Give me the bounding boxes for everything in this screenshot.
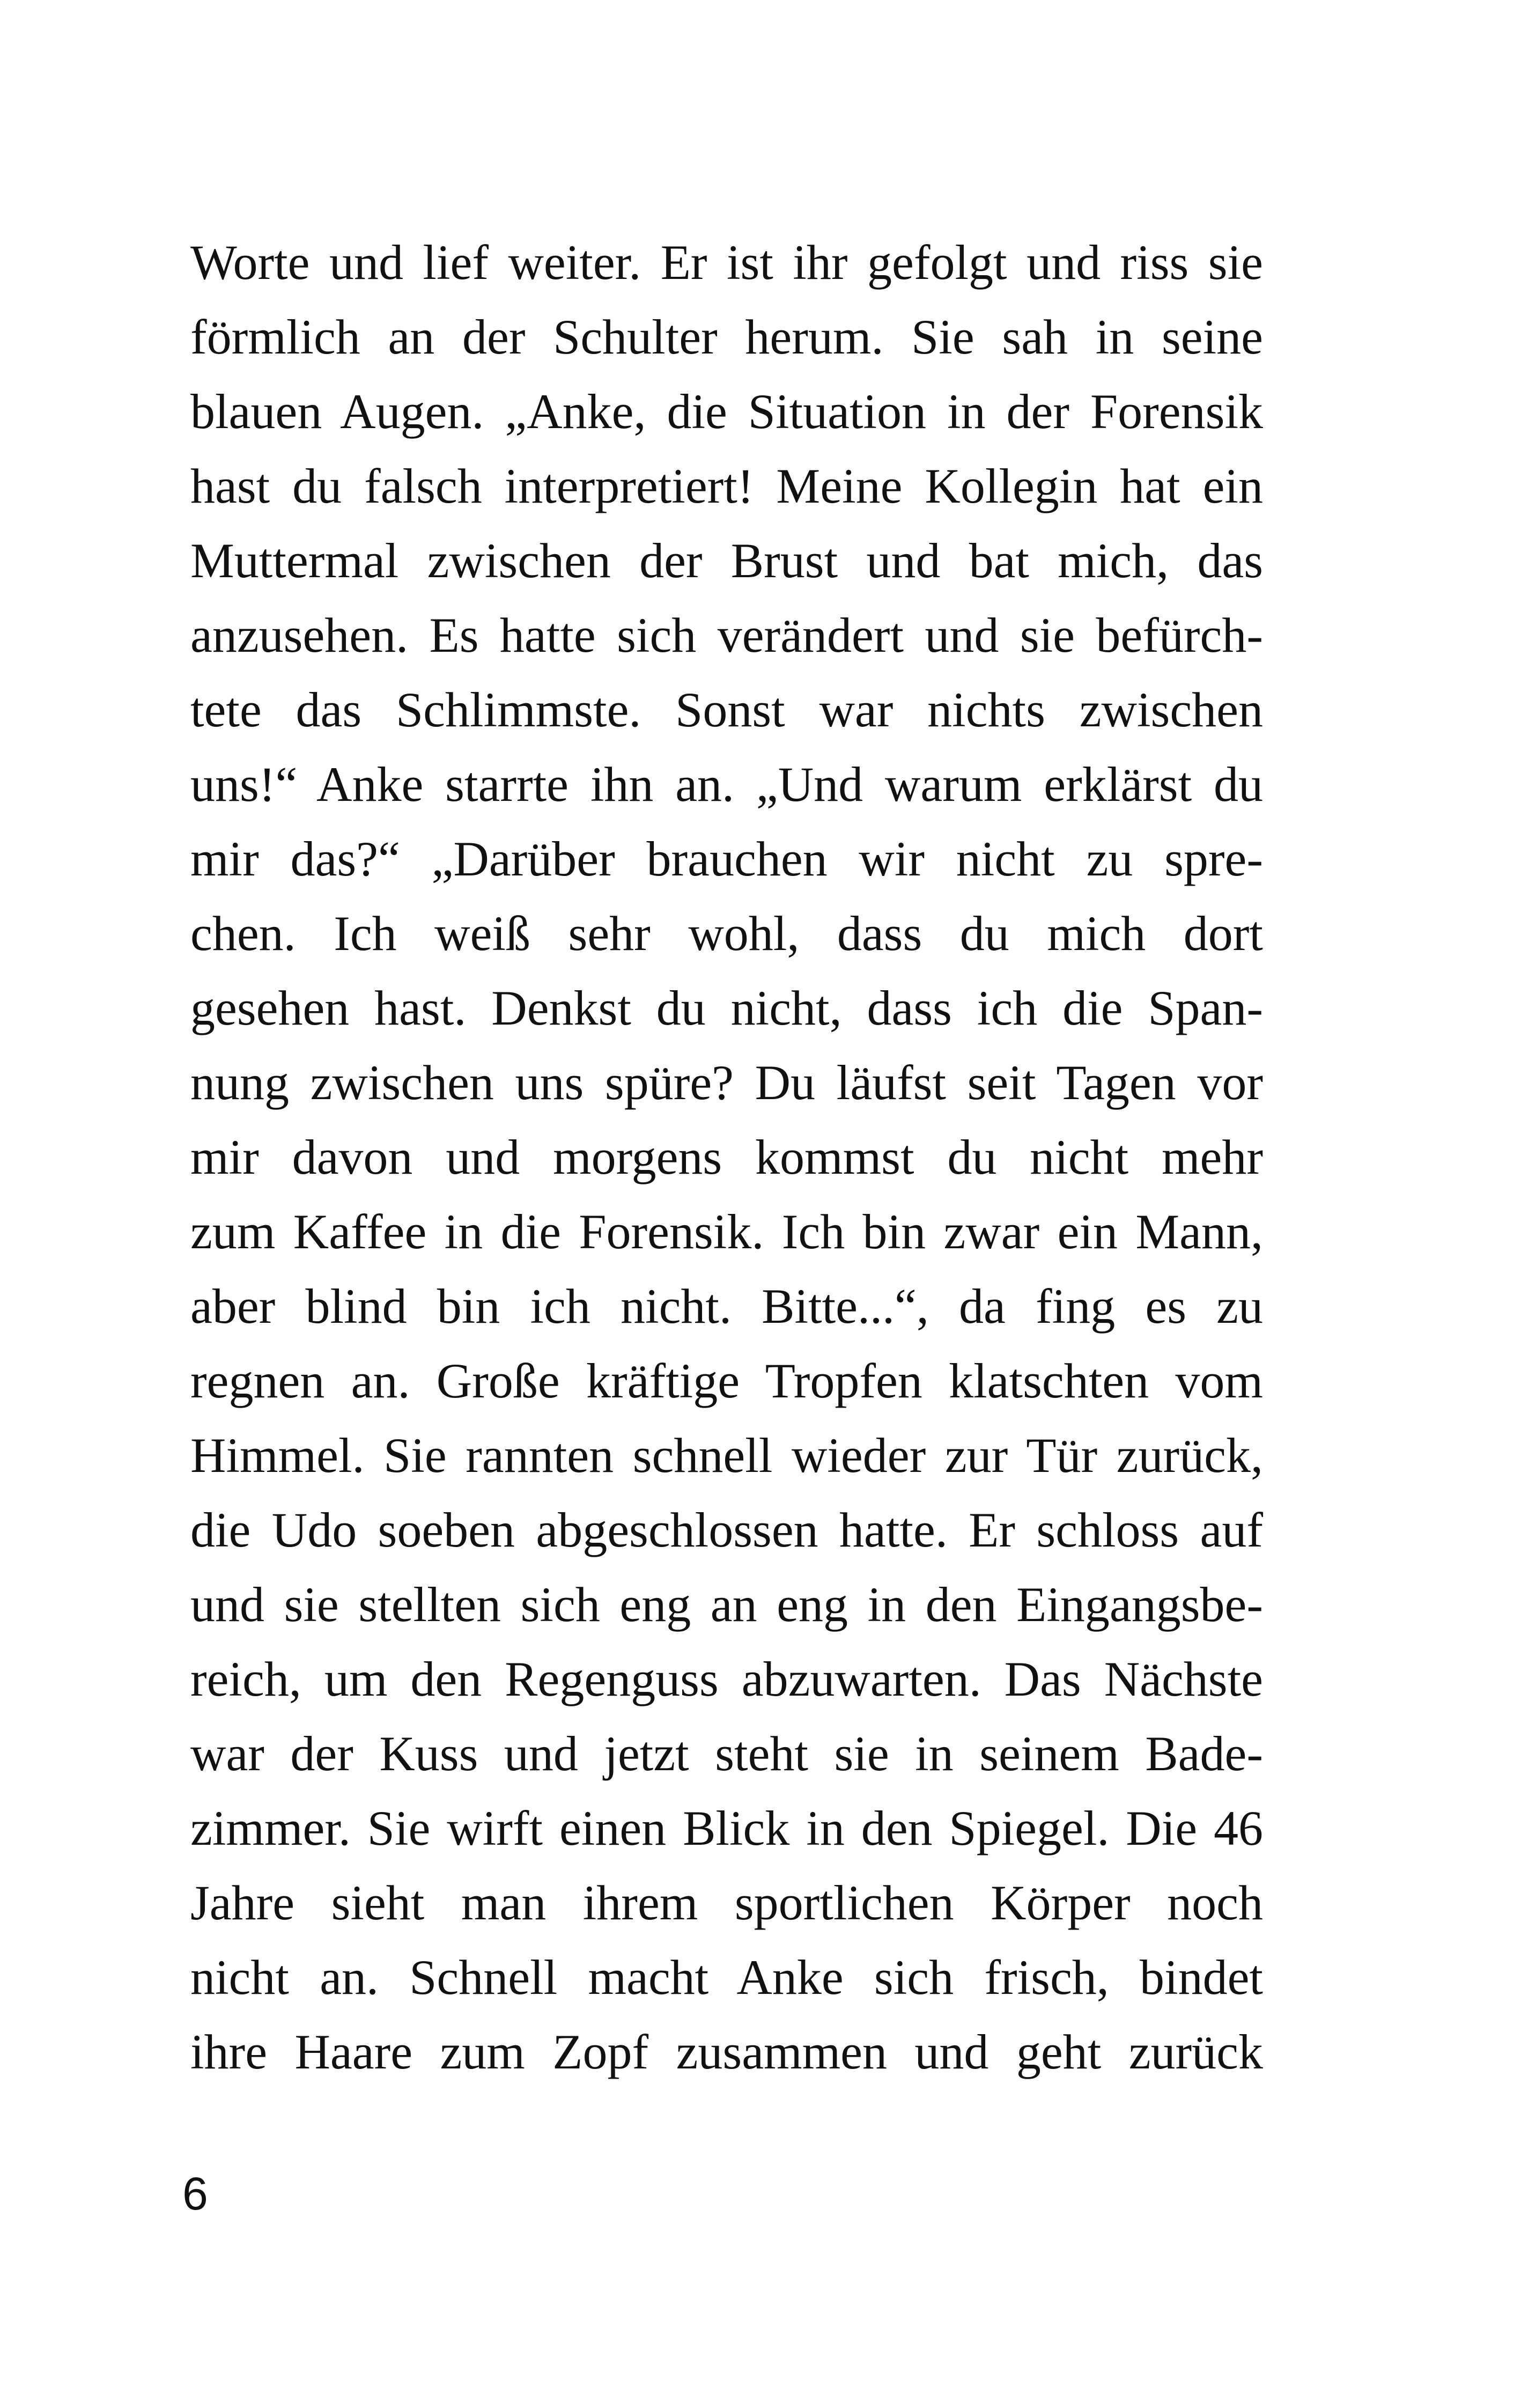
text-line: blauen Augen. „Anke, die Situation in der Forensik [190, 384, 1263, 439]
text-line: Muttermal zwischen der Brust und bat mich, das [190, 533, 1263, 588]
text-line: Worte und lief weiter. Er ist ihr gefolgt und riss sie [190, 235, 1263, 290]
text-line: aber blind bin ich nicht. Bitte...“, da fing es zu [190, 1279, 1263, 1334]
text-line: uns!“ Anke starrte ihn an. „Und warum erklärst du [190, 757, 1263, 812]
text-line: förmlich an der Schulter herum. Sie sah in seine [190, 310, 1263, 364]
text-line: Jahre sieht man ihrem sportlichen Körper noch [190, 1875, 1263, 1930]
text-line: gesehen hast. Denkst du nicht, dass ich die Span- [190, 981, 1263, 1035]
text-line: nicht an. Schnell macht Anke sich frisch, bindet [190, 1950, 1263, 2005]
text-line: regnen an. Große kräftige Tropfen klatschten vom [190, 1353, 1263, 1408]
text-line: ihre Haare zum Zopf zusammen und geht zurück [190, 2024, 1263, 2079]
text-line: zimmer. Sie wirft einen Blick in den Spiegel. Die 46 [190, 1801, 1263, 1855]
text-line: nung zwischen uns spüre? Du läufst seit Tagen vor [190, 1055, 1263, 1110]
text-line: und sie stellten sich eng an eng in den Eingangsbe- [190, 1577, 1263, 1632]
body-text [190, 225, 1263, 2089]
page-number: 6 [182, 2168, 208, 2220]
text-line: war der Kuss und jetzt steht sie in seinem Bade- [190, 1726, 1263, 1781]
text-line: reich, um den Regenguss abzuwarten. Das Nächste [190, 1652, 1263, 1706]
text-line: tete das Schlimmste. Sonst war nichts zwischen [190, 682, 1263, 737]
text-line: hast du falsch interpretiert! Meine Kollegin hat ein [190, 459, 1263, 513]
text-line: mir davon und morgens kommst du nicht mehr [190, 1130, 1263, 1184]
text-line: anzusehen. Es hatte sich verändert und sie befürch- [190, 608, 1263, 662]
text-line: chen. Ich weiß sehr wohl, dass du mich dort [190, 906, 1263, 961]
text-line: mir das?“ „Darüber brauchen wir nicht zu spre- [190, 831, 1263, 886]
text-line: die Udo soeben abgeschlossen hatte. Er schloss auf [190, 1503, 1263, 1557]
text-line: zum Kaffee in die Forensik. Ich bin zwar ein Mann, [190, 1204, 1263, 1259]
text-line: Himmel. Sie rannten schnell wieder zur Tür zurück, [190, 1428, 1263, 1483]
